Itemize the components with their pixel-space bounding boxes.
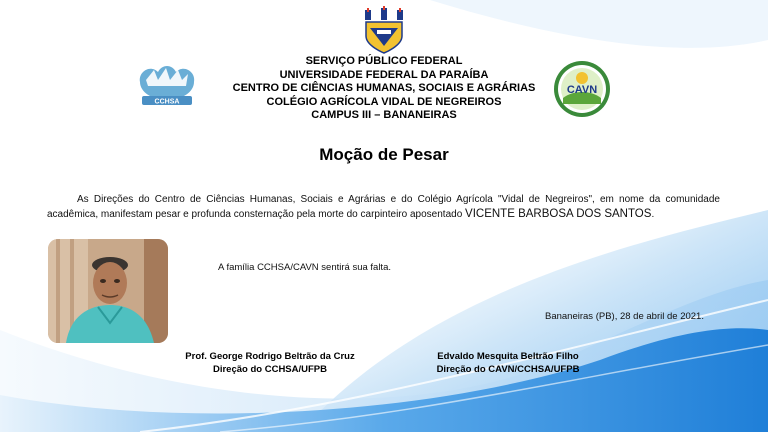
cavn-logo-text: CAVN	[566, 84, 598, 96]
deceased-name: VICENTE BARBOSA DOS SANTOS	[465, 208, 652, 220]
signature-cchsa	[170, 350, 370, 376]
header-line-2: UNIVERSIDADE FEDERAL DA PARAÍBA	[279, 68, 489, 81]
header-line-5: CAMPUS III – BANANEIRAS	[311, 109, 457, 121]
deceased-photo	[48, 239, 168, 343]
condolence-paragraph	[47, 193, 720, 222]
date-line: Bananeiras (PB), 28 de abril de 2021.	[545, 311, 704, 322]
signature-cchsa-name: Prof. George Rodrigo Beltrão da Cruz	[185, 351, 355, 362]
family-message: A família CCHSA/CAVN sentirá sua falta.	[218, 262, 391, 273]
condolence-text: As Direções do Centro de Ciências Humanas, Sociais e Agrárias e do Colégio Agrícola "Vidal de Negreiros", em nome da comunidade acadêmica, manifestam pesar e profunda consternação pela morte do carpinteiro aposentado	[47, 194, 720, 220]
header-line-1: SERVIÇO PÚBLICO FEDERAL	[305, 55, 463, 67]
signature-cavn	[418, 350, 598, 376]
signature-cavn-role: Direção do CAVN/CCHSA/UFPB	[436, 364, 580, 375]
header-line-3: CENTRO DE CIÊNCIAS HUMANAS, SOCIAIS E AGRÁRIAS	[232, 82, 536, 94]
institution-header	[170, 55, 598, 123]
cchsa-logo-text: CCHSA	[154, 98, 180, 106]
condolence-end: .	[651, 209, 655, 220]
signature-cchsa-role: Direção do CCHSA/UFPB	[212, 364, 327, 375]
page-title: Moção de Pesar	[319, 145, 449, 164]
header-line-4: COLÉGIO AGRÍCOLA VIDAL DE NEGREIROS	[266, 95, 502, 108]
ufpb-logo	[361, 6, 407, 54]
signature-cavn-name: Edvaldo Mesquita Beltrão Filho	[437, 351, 579, 362]
